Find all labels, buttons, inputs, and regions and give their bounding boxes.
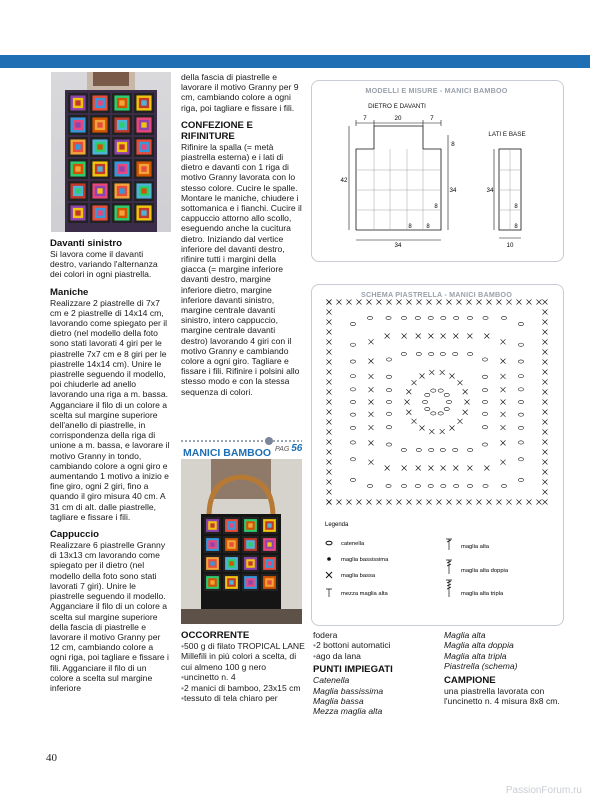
- double-crochet-icon: [446, 539, 490, 550]
- stitch-name: Maglia alta: [444, 630, 486, 640]
- side-dim-8-b: 8: [514, 224, 518, 230]
- dim-top-3: 7: [430, 115, 434, 122]
- text-column-left: [50, 238, 170, 700]
- section-title-cappuccio: Cappuccio: [50, 529, 100, 541]
- occorrente-block: [181, 630, 306, 703]
- occorrente-item: • tessuto di tela chiaro per: [181, 693, 306, 703]
- stitch-chart-title: SCHEMA PIASTRELLA - MANICI BAMBOO: [360, 290, 512, 299]
- legend-label: maglia alta doppia: [461, 568, 509, 574]
- occorrente-item: • 2 manici di bamboo, 23x15 cm: [181, 683, 306, 693]
- material-item: • ago da lana: [313, 651, 438, 661]
- section-text-confezione: Rifinire la spalla (= metà piastrella esterna) e i lati di dietro e davanti con 1 riga di motivo Granny lavorata con lo stesso colore. Cucire le spalle. Montare le maniche, chiudere i sottomanica e i fianchi. Cucire il cappuccio attorno allo scollo, eseguendo anche la cucitura dietro. Iniziando dal vertice inferiore del davanti destro, rifinire tutti i margini della giacca (= margine inferiore davanti destro, margine inferiore dietro, margine inferiore davanti sinistro, margine centrale davanti sinistro, intero cappuccio, margine centrale davanti destro) lavorando 4 giri con il motivo Granny e cambiando colore a ogni giro. Tagliare e fissare i fili. Rifinire i polsini allo stesso modo e con la stessa sequenza di colori.: [181, 141, 302, 397]
- fodera-text: fodera: [313, 630, 338, 640]
- section-title-confezione: CONFEZIONE E RIFINITURE: [181, 119, 253, 142]
- dim-height-34: 34: [449, 187, 457, 194]
- slip-stitch-dot-icon: [327, 557, 389, 563]
- stitch-name: Maglia bassissima: [313, 685, 384, 696]
- legend-label: mezza maglia alta: [341, 591, 388, 597]
- legend-label: maglia bassissima: [341, 557, 389, 563]
- text-column-middle: [181, 72, 303, 404]
- campione-text: una piastrella lavorata con l'uncinetto n. 4 misura 8x8 cm.: [444, 685, 560, 707]
- stitch-name: Maglia alta doppia: [444, 640, 514, 651]
- dim-inner-8-c: 8: [434, 204, 438, 210]
- side-dim-8-a: 8: [514, 204, 518, 210]
- occorrente-item: • 500 g di filato TROPICAL LANE Millefili in più colori a scelta, di cui almeno 100 g nero: [181, 641, 306, 672]
- double-treble-icon: [446, 580, 504, 597]
- watermark: PassionForum.ru: [505, 785, 582, 796]
- campione-title: CAMPIONE: [444, 674, 496, 686]
- chain-oval-icon: [326, 541, 365, 547]
- measurements-title: MODELLI E MISURE - MANICI BAMBOO: [365, 86, 508, 95]
- page-reference: PAG 56: [275, 443, 303, 454]
- single-crochet-x-icon: [326, 572, 376, 579]
- materials-continued-block: [313, 630, 438, 717]
- section-title-davanti: Davanti sinistro: [50, 238, 122, 249]
- dim-width-34: 34: [394, 242, 402, 249]
- stitch-name: Mezza maglia alta: [313, 706, 383, 717]
- legend-title: Legenda: [325, 522, 349, 528]
- dim-top-1: 7: [363, 115, 367, 122]
- stitch-name: Piastrella (schema): [444, 661, 518, 672]
- punti-title: PUNTI IMPIEGATI: [313, 664, 393, 676]
- dim-top-8: 8: [451, 141, 455, 148]
- section-text-davanti: Si lavora come il davanti destro, variando l'alternanza dei colori in ogni piastrella.: [50, 249, 158, 280]
- legend-label: catenella: [341, 541, 365, 547]
- legend-label: maglia alta: [461, 544, 490, 550]
- stitch-chart-diagram: [311, 284, 562, 624]
- occorrente-item: • uncinetto n. 4: [181, 672, 306, 682]
- campione-block: [444, 630, 564, 706]
- material-item: • 2 bottoni automatici: [313, 640, 438, 650]
- stitch-name: Maglia bassa: [313, 696, 364, 707]
- half-double-t-icon: [326, 589, 388, 597]
- granny-jacket-photo: [51, 72, 171, 232]
- legend-label: maglia bassa: [341, 573, 376, 579]
- section-text-maniche: Realizzare 2 piastrelle di 7x7 cm e 2 piastrelle di 14x14 cm, lavorando come spiegato per il dietro (nel modello della foto sono stati lavorati 4 giri per le piastrelle 7x7 cm e 8 giri per le piastrelle 14x14 cm). Unire le piastrelle seguendo il modello, poi chiuderle ad anello lavorando una riga a m. bassa. Agganciare il filo di un colore a scelta sul margine superiore dell'anello di piastrelle, in corrispondenza della riga di unione a m. bassa, e lavorare il motivo Granny in tondo, cambiando colore a ogni giro e aumentando 1 motivo a inizio e fine giro, ogni 2 giri, fino a quando il giro misura 40 cm. A 31 cm di alt. dalle piastrelle, tagliare e fissare i fili.: [50, 297, 170, 522]
- section-text-continued: della fascia di piastrelle e lavorare il motivo Granny per 9 cm, cambiando colore a ogni riga, poi tagliare e fissare i fili.: [181, 72, 299, 113]
- side-dim-10: 10: [506, 242, 514, 249]
- dim-inner-8-b: 8: [426, 224, 430, 230]
- occorrente-title: OCCORRENTE: [181, 630, 250, 641]
- sides-base-label: LATI E BASE: [488, 131, 526, 138]
- section-title-maniche: Maniche: [50, 286, 89, 298]
- measurements-diagram: [311, 80, 562, 260]
- stitch-name: Catenella: [313, 675, 350, 686]
- dim-inner-8-a: 8: [408, 224, 412, 230]
- page-number: 40: [46, 752, 57, 764]
- front-back-label: DIETRO E DAVANTI: [368, 103, 426, 110]
- top-accent-bar: [0, 55, 590, 68]
- stitch-name: Maglia alta tripla: [444, 650, 507, 661]
- dim-height-42: 42: [340, 177, 348, 184]
- section-text-cappuccio: Realizzare 6 piastrelle Granny di 13x13 cm lavorando come spiegato per il dietro (nel modello della foto sono stati lavorati 7 giri). Unire le piastrelle seguendo il modello. Agganciare il filo di un colore a scelta sul margine superiore della fascia di piastrelle e lavorare il motivo Granny per 12 cm, cambiando colore a ogni riga, poi tagliare e fissare i fili. Agganciare il filo di un colore a scelta sul margine inferiore: [50, 540, 169, 693]
- granny-bag-photo: [181, 459, 302, 624]
- side-dim-34: 34: [486, 187, 494, 194]
- manici-bamboo-title: MANICI BAMBOO: [183, 447, 272, 459]
- treble-crochet-icon: [446, 560, 509, 574]
- dim-top-2: 20: [394, 115, 402, 122]
- legend-label: maglia alta tripla: [461, 591, 504, 597]
